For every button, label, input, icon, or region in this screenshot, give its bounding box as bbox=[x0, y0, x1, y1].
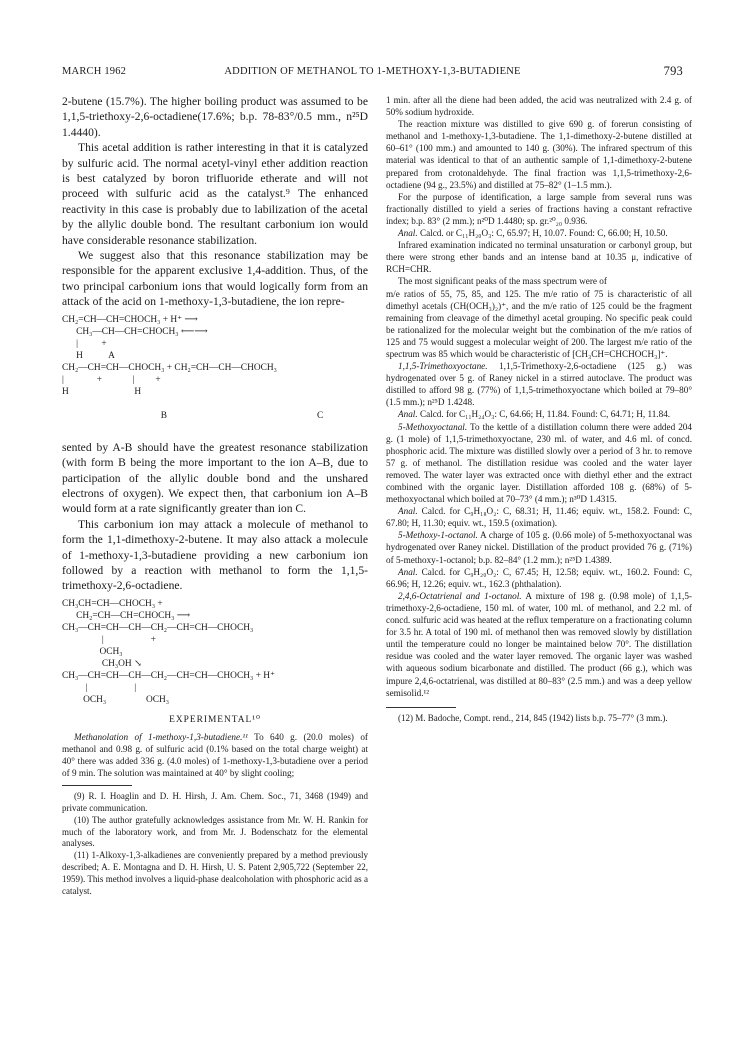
footnote: (10) The author gratefully acknowledges assistance from Mr. W. H. Rankin for much of the laboratory work, and from Mr. J. Bodenschatz for the elemental analyses. bbox=[62, 814, 368, 849]
procedure-paragraph bbox=[386, 590, 692, 699]
procedure-text: To 640 g. (20.0 moles) of methanol and 0.98 g. of sulfuric acid (0.1% based on the total charge weight) at 40° there was added 336 g. (4.0 moles) of 1-methoxy-1,3-butadiene over a period of 9 min. The solution was maintained at 40° by slight cooling; bbox=[62, 731, 368, 779]
analysis-text: Calcd. for C₁₁H₂₄O₃: C, 64.66; H, 11.84. Found: C, 64.71; H, 11.84. bbox=[417, 409, 671, 420]
analysis-label: Anal. bbox=[398, 506, 418, 517]
paragraph: For the purpose of identification, a large sample from several runs was fractionally distilled to yield a series of fractions having a constant refractive index; b.p. 83° (2 mm.); n²⁰D 1.4480; sp. gr.²⁰₂₀ 0.936. bbox=[386, 191, 692, 226]
header-title: ADDITION OF METHANOL TO 1-METHOXY-1,3-BUTADIENE bbox=[224, 66, 521, 77]
scheme-line: | + bbox=[62, 634, 156, 645]
paragraph: The most significant peaks of the mass spectrum were of bbox=[398, 276, 607, 287]
reaction-scheme-1 bbox=[62, 314, 368, 434]
paragraph: m/e ratios of 55, 75, 85, and 125. The m/e ratio of 75 is characteristic of all dimethyl acetals (CH(OCH₃)₂)⁺, and the m/e ratio of 125 could be the fragment remaining from cleavage of the dimethyl acetal grouping. No specific peak could be rationalized for the molecular weight but the combination of the m/e ratios of 125 and 75 would suggest a molecular weight of 200. The largest m/e ratio of the spectrum was 85 which would be characteristic of [CH₃CH=CHCHOCH₃]⁺. bbox=[386, 288, 692, 359]
reaction-scheme-2 bbox=[62, 598, 368, 706]
right-column bbox=[386, 94, 692, 1034]
scheme-line: | | bbox=[62, 682, 137, 693]
page-number: 793 bbox=[663, 64, 683, 78]
scheme-labels bbox=[62, 398, 368, 434]
procedure-title: 5-Methoxyoctanal. bbox=[398, 421, 468, 432]
analysis-paragraph bbox=[386, 408, 692, 420]
running-header bbox=[62, 66, 683, 82]
left-column bbox=[62, 94, 368, 1034]
paragraph: 1 min. after all the diene had been added, the acid was neutralized with 2.4 g. of 50% sodium hydroxide. bbox=[386, 95, 692, 118]
paragraph: Infrared examination indicated no terminal unsaturation or carbonyl group, but there were strong ether bands and an intense band at 10.35 μ, indicative of RCH=CHR. bbox=[386, 240, 692, 275]
label-c: C bbox=[317, 410, 324, 421]
footnote: (11) 1-Alkoxy-1,3-alkadienes are conveniently prepared by a method previously described; A. E. Montagna and D. H. Hirsh, U. S. Patent 2,905,722 (September 22, 1959). This method involves a liquid-phase dealcoholation with phosphoric acid as a catalyst. bbox=[62, 850, 368, 896]
procedure-title: 1,1,5-Trimethoxyoctane. bbox=[398, 361, 488, 372]
paragraph: 2-butene (15.7%). The higher boiling product was assumed to be 1,1,5-triethoxy-2,6-octadiene(17.6%; b.p. 78-83°/0.5 mm., n²⁵D 1.4440). bbox=[62, 95, 368, 139]
procedure-text: 1,1,5-Trimethoxy-2,6-octadiene (125 g.) was hydrogenated over 5 g. of Raney nickel in a stirred autoclave. The product was distilled to afford 98 g. (77%) of 1,1,5-trimethoxyoctane which boiled at 79–80° (1.5 mm.); n²⁵D 1.4248. bbox=[386, 361, 692, 408]
paragraph: This carbonium ion may attack a molecule of methanol to form the 1,1-dimethoxy-2-butene. It may also attack a molecule of 1-methoxy-1,3-butadiene providing a new carbonium ion followed by a reaction with methanol to form the 1,1,5-trimethoxy-2,6-octadiene. bbox=[62, 517, 368, 593]
analysis-paragraph bbox=[386, 227, 692, 239]
procedure-title: Methanolation of 1-methoxy-1,3-butadiene.¹¹ bbox=[74, 731, 248, 742]
analysis-label: Anal. bbox=[398, 566, 418, 577]
section-heading: EXPERIMENTAL¹⁰ bbox=[169, 714, 261, 725]
procedure-text: A mixture of 198 g. (0.98 mole) of 1,1,5-trimethoxy-2,6-octadiene, 150 ml. of water, 100 ml. of methanol, and 2.2 ml. of concd. sulfuric acid was heated at the reflux temperature on a fractionating column for 3.5 hr. A total of 190 ml. of methanol then was removed slowly by distillation until the temperature could no longer be maintained below 70°. The distillation residue was cooled and the water layer removed. The organic layer was washed with aqueous sodium bicarbonate and distilled. The product (66 g.), which was impure 2,4,6-octatrienal, was distilled at 80–83° (2.5 mm.) and was a deep yellow semisolid.¹² bbox=[386, 590, 692, 698]
scheme-line: CH₂—CH=CH—CHOCH₃ + CH₂=CH—CH—CHOCH₃ bbox=[62, 362, 277, 373]
procedure-paragraph bbox=[386, 421, 692, 506]
scheme-line: H A bbox=[62, 350, 115, 361]
analysis-text: Calcd. or C₁₁H₂₀O₃: C, 65.97; H, 10.07. Found: C, 66.00; H, 10.50. bbox=[417, 228, 668, 239]
scheme-line: CH₃—CH—CH=CHOCH₃ ⟵⟶ bbox=[62, 326, 208, 337]
procedure-title: 5-Methoxy-1-octanol. bbox=[398, 530, 478, 541]
procedure-title: 2,4,6-Octatrienal and 1-octanol. bbox=[398, 590, 522, 601]
analysis-text: Calcd. for C₉H₂₀O₂: C, 67.45; H, 12.58; equiv. wt., 160.2. Found: C, 66.96; H, 12.26; equiv. wt., 162.3 (phthalation). bbox=[386, 566, 692, 589]
paragraph: sented by A-B should have the greatest resonance stabilization (with form B being the more important to the ion A–B, due to participation of the allylic double bond and the unshared electrons of oxygen). We expect then, that carbonium ion A–B would form at a rate significantly greater than ion C. bbox=[62, 440, 368, 516]
footnote: (12) M. Badoche, Compt. rend., 214, 845 (1942) lists b.p. 75–77° (3 mm.). bbox=[398, 712, 668, 723]
analysis-paragraph bbox=[386, 505, 692, 529]
scheme-line: CH₃—CH=CH—CH—CH₂—CH=CH—CHOCH₃ + H⁺ bbox=[62, 670, 275, 681]
analysis-text: Calcd. for C₉H₁₈O₂: C, 68.31; H, 11.46; equiv. wt., 158.2. Found: C, 67.80; H, 11.30; equiv. wt., 159.5 (oximation). bbox=[386, 506, 692, 529]
analysis-label: Anal. bbox=[398, 409, 418, 420]
procedure-text: To the kettle of a distillation column there were added 204 g. (1 mole) of 1,1,5-trimethoxyoctane, 230 ml. of water, and 4.6 ml. of concd. phosphoric acid. The mixture was distilled slowly over a period of 3 hr. to remove 57 g. of methanol. The distillation residue was cooled and the water layer removed. The water layer was extracted once with diethyl ether and the extract combined with the organic layer. Distillation afforded 108 g. (68%) of 5-methoxyoctanal which boiled at 70–73° (4 mm.); n³⁰D 1.4315. bbox=[386, 421, 692, 505]
scheme-line: H H bbox=[62, 386, 142, 397]
analysis-label: Anal. bbox=[398, 228, 418, 239]
scheme-line: CH₂=CH—CH=CHOCH₃ ⟶ bbox=[62, 610, 191, 621]
footnote: (9) R. I. Hoaglin and D. H. Hirsh, J. Am. Chem. Soc., 71, 3468 (1949) and private communication. bbox=[62, 791, 368, 813]
procedure-paragraph bbox=[386, 529, 692, 565]
label-b: B bbox=[160, 410, 168, 421]
scheme-line: OCH₃ bbox=[62, 646, 123, 657]
paragraph: We suggest also that this resonance stabilization may be responsible for the apparent exclusive 1,4-addition. Thus, of the two principal carbonium ions that would logically form from an attack of the acid on 1-methoxy-1,3-butadiene, the ion repre- bbox=[62, 249, 368, 309]
header-date: MARCH 1962 bbox=[62, 66, 127, 77]
paragraph: The reaction mixture was distilled to give 690 g. of forerun consisting of methanol and 1-methoxy-1,3-butadiene. The 1,1-dimethoxy-2-butene distilled at 60–61° (100 mm.) and amounted to 140 g. (30%). The infrared spectrum of this material was identical to that of an authentic sample of 1,1-dimethoxy-2-butene prepared from crotonaldehyde. The final fraction was 1,1,5-trimethoxy-2,6-octadiene (94 g., 23.5%) and distilled at 75–82° (1–1.5 mm.). bbox=[386, 119, 692, 190]
experimental-paragraph bbox=[62, 731, 368, 779]
scheme-line: CH₃CH=CH—CHOCH₃ + bbox=[62, 598, 163, 609]
scheme-line: CH₃OH ↘ bbox=[62, 658, 142, 669]
footnote-rule bbox=[386, 707, 456, 708]
scheme-line: | + bbox=[62, 338, 107, 349]
procedure-paragraph bbox=[386, 360, 692, 408]
scheme-line: OCH₃ OCH₃ bbox=[62, 694, 170, 705]
scheme-line: | + | + bbox=[62, 374, 161, 385]
scheme-line: CH₂=CH—CH=CHOCH₃ + H⁺ ⟶ bbox=[62, 314, 198, 325]
procedure-text: A charge of 105 g. (0.66 mole) of 5-methoxyoctanal was hydrogenated over Raney nickel. Distillation of the product provided 76 g. (71%) of 5-methoxy-1-octanol; b.p. 82–84° (1.2 mm.); n²⁵D 1.4389. bbox=[386, 530, 692, 565]
analysis-paragraph bbox=[386, 566, 692, 590]
paragraph: This acetal addition is rather interesting in that it is catalyzed by sulfuric acid. The normal acetyl-vinyl ether addition reaction is best catalyzed by boron trifluoride etherate and will not proceed with sulfuric acid as the catalyst.⁹ The enhanced reactivity in this case is probably due to labilization of the acetal by the allylic double bond. The resultant carbonium ion would have considerable resonance stabilization. bbox=[62, 141, 368, 247]
footnote-rule bbox=[62, 785, 132, 786]
scheme-line: CH₃—CH=CH—CH—CH₂—CH=CH—CHOCH₃ bbox=[62, 622, 254, 633]
